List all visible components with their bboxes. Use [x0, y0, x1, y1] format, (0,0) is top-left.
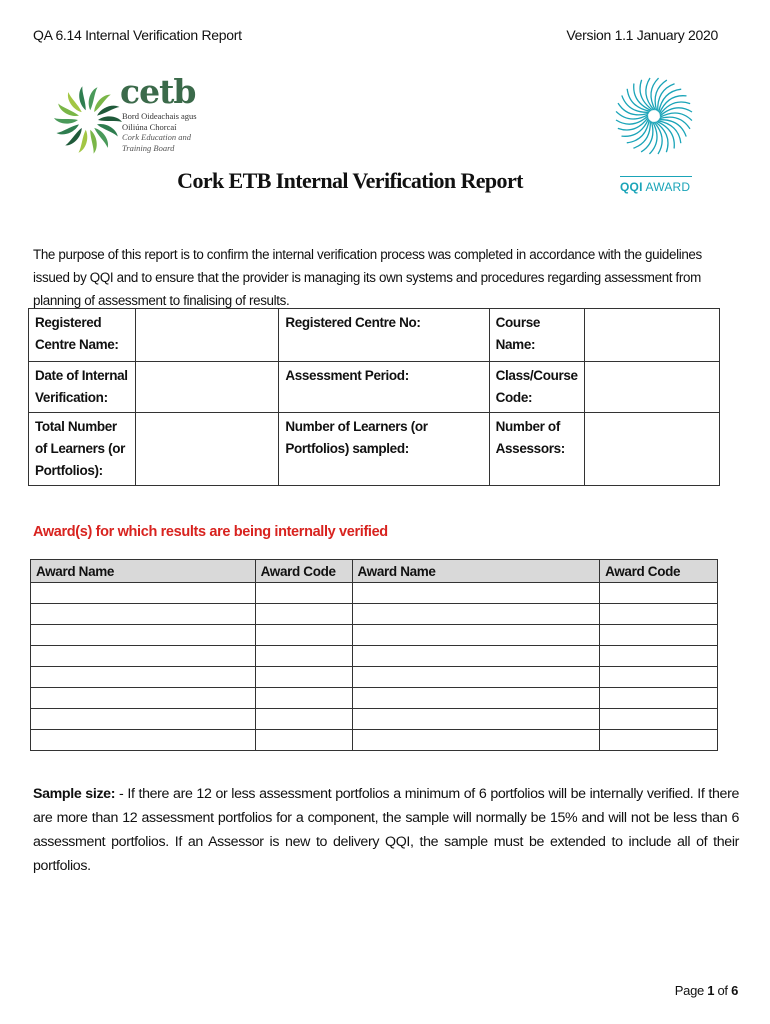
registered-centre-name-label: Registered Centre Name: [29, 309, 136, 362]
sample-size-label: Sample size: [33, 786, 116, 802]
award-cell[interactable] [255, 604, 352, 625]
award-cell[interactable] [31, 604, 256, 625]
award-row [31, 646, 718, 667]
award-row [31, 688, 718, 709]
award-cell[interactable] [255, 709, 352, 730]
award-cell[interactable] [352, 625, 600, 646]
award-name-header-2: Award Name [352, 560, 600, 583]
registered-centre-name-field[interactable] [136, 309, 279, 362]
award-row [31, 709, 718, 730]
award-cell[interactable] [352, 604, 600, 625]
award-row [31, 625, 718, 646]
header-right: Version 1.1 January 2020 [566, 27, 718, 43]
qqi-award-icon [612, 58, 696, 178]
page-title: Cork ETB Internal Verification Report [177, 168, 523, 193]
award-cell[interactable] [600, 688, 718, 709]
class-course-code-field[interactable] [584, 362, 719, 413]
award-name-header-1: Award Name [31, 560, 256, 583]
award-cell[interactable] [352, 646, 600, 667]
award-code-header-2: Award Code [600, 560, 718, 583]
intro-paragraph: The purpose of this report is to confirm the internal verification process was completed in accordance with the guidelines issued by QQI and to ensure that the provider is managing its own systems and procedures regarding assessment from planning of assessment to finalising of results. [33, 247, 702, 308]
assessment-period-label: Assessment Period: [279, 362, 489, 413]
award-cell[interactable] [600, 625, 718, 646]
award-cell[interactable] [600, 730, 718, 751]
award-cell[interactable] [600, 583, 718, 604]
award-cell[interactable] [255, 646, 352, 667]
awards-table [30, 559, 718, 751]
cetb-subtitle [122, 111, 197, 153]
award-cell[interactable] [255, 667, 352, 688]
sample-size-text: - If there are 12 or less assessment portfolios a minimum of 6 portfolios will be internally verified. If there are more than 12 assessment portfolios for a component, the sample will normally be 15% and will not be less than 6 assessment portfolios. If an Assessor is new to delivery QQI, the sample must be extended to include all of their portfolios. [33, 786, 740, 874]
award-cell[interactable] [352, 688, 600, 709]
award-row [31, 583, 718, 604]
award-cell[interactable] [352, 583, 600, 604]
date-verification-field[interactable] [136, 362, 279, 413]
awards-heading: Award(s) for which results are being internally verified [33, 524, 388, 540]
award-row [31, 667, 718, 688]
award-code-header-1: Award Code [255, 560, 352, 583]
award-cell[interactable] [255, 730, 352, 751]
header-left: QA 6.14 Internal Verification Report [33, 27, 242, 43]
award-cell[interactable] [31, 709, 256, 730]
award-row [31, 604, 718, 625]
page-number: Page 1 of 6 [674, 983, 738, 998]
cetb-line-1: Bord Oideachais agus [122, 111, 197, 121]
award-cell[interactable] [31, 688, 256, 709]
award-cell[interactable] [600, 709, 718, 730]
number-assessors-label: Number of Assessors: [489, 413, 584, 486]
award-cell[interactable] [600, 667, 718, 688]
info-table [28, 308, 720, 486]
award-cell[interactable] [352, 709, 600, 730]
course-name-field[interactable] [584, 309, 719, 362]
course-name-label: Course Name: [489, 309, 584, 362]
cetb-line-4: Training Board [122, 142, 175, 153]
award-cell[interactable] [31, 646, 256, 667]
cetb-line-3: Cork Education and [122, 132, 191, 142]
total-learners-field[interactable] [136, 413, 279, 486]
sample-size-paragraph [33, 782, 739, 878]
cetb-petal [54, 118, 78, 124]
award-cell[interactable] [600, 646, 718, 667]
cetb-petal [98, 116, 122, 122]
award-cell[interactable] [31, 625, 256, 646]
award-cell[interactable] [352, 730, 600, 751]
award-cell[interactable] [255, 688, 352, 709]
number-assessors-field[interactable] [584, 413, 719, 486]
award-cell[interactable] [255, 625, 352, 646]
award-cell[interactable] [255, 583, 352, 604]
award-cell[interactable] [31, 583, 256, 604]
class-course-code-label: Class/Course Code: [489, 362, 584, 413]
award-cell[interactable] [31, 730, 256, 751]
award-cell[interactable] [31, 667, 256, 688]
qqi-award-label: QQI AWARD [620, 180, 691, 194]
registered-centre-no-label: Registered Centre No: [279, 309, 489, 362]
award-cell[interactable] [352, 667, 600, 688]
award-cell[interactable] [600, 604, 718, 625]
cetb-wordmark: cetb [120, 72, 196, 111]
learners-sampled-label: Number of Learners (or Portfolios) sampled: [279, 413, 489, 486]
award-row [31, 730, 718, 751]
total-learners-label: Total Number of Learners (or Portfolios): [29, 413, 136, 486]
cetb-line-2: Oiliúna Chorcaí [122, 121, 177, 132]
date-verification-label: Date of Internal Verification: [29, 362, 136, 413]
